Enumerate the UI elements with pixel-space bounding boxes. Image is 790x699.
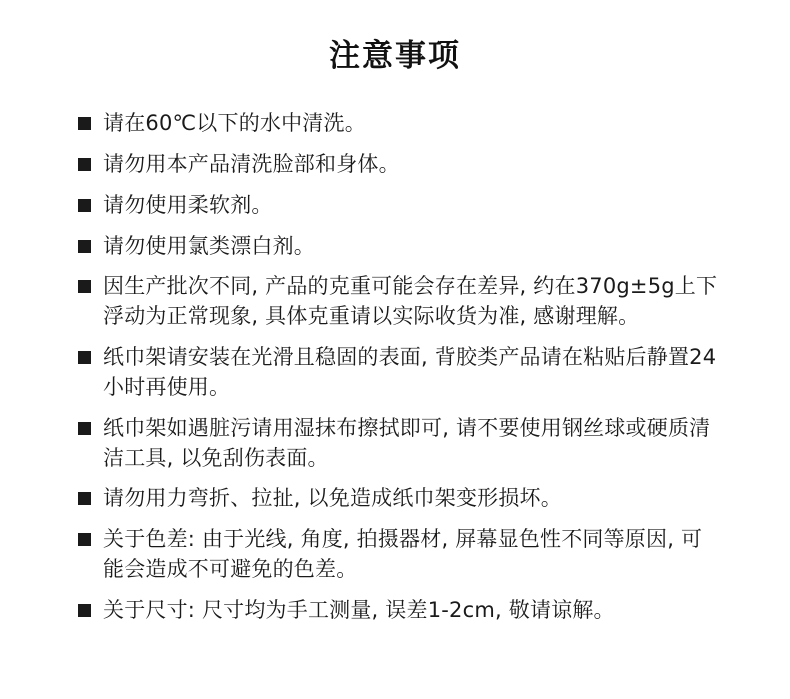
note-text: 请勿用力弯折、拉扯, 以免造成纸巾架变形损坏。	[103, 486, 562, 511]
notice-list	[56, 109, 734, 625]
list-item	[78, 109, 720, 139]
note-text: 请勿使用柔软剂。	[103, 192, 273, 217]
square-bullet-icon	[78, 117, 91, 130]
note-text: 请勿使用氯类漂白剂。	[103, 233, 315, 258]
square-bullet-icon	[78, 280, 91, 293]
square-bullet-icon	[78, 240, 91, 253]
square-bullet-icon	[78, 422, 91, 435]
note-text: 纸巾架请安装在光滑且稳固的表面, 背胶类产品请在粘贴后静置24小时再使用。	[103, 345, 717, 399]
square-bullet-icon	[78, 199, 91, 212]
square-bullet-icon	[78, 604, 91, 617]
note-text: 关于色差: 由于光线, 角度, 拍摄器材, 屏幕显色性不同等原因, 可能会造成不可避免的色差。	[103, 527, 703, 581]
list-item	[78, 596, 720, 626]
note-text: 请在60℃以下的水中清洗。	[103, 111, 366, 136]
note-text: 纸巾架如遇脏污请用湿抹布擦拭即可, 请不要使用钢丝球或硬质清洁工具, 以免刮伤表面。	[103, 415, 711, 470]
note-text: 因生产批次不同, 产品的克重可能会存在差异, 约在370g±5g上下浮动为正常现象, 具体克重请以实际收货为准, 感谢理解。	[103, 274, 718, 329]
list-item	[78, 191, 720, 221]
list-item	[78, 150, 720, 180]
square-bullet-icon	[78, 351, 91, 364]
list-item	[78, 484, 720, 514]
list-item	[78, 343, 720, 403]
square-bullet-icon	[78, 533, 91, 546]
square-bullet-icon	[78, 158, 91, 171]
note-text: 请勿用本产品清洗脸部和身体。	[103, 152, 400, 176]
list-item	[78, 272, 720, 332]
list-item	[78, 414, 720, 474]
page-title: 注意事项	[329, 38, 461, 74]
square-bullet-icon	[78, 492, 91, 505]
note-text: 关于尺寸: 尺寸均为手工测量, 误差1-2cm, 敬请谅解。	[103, 597, 615, 622]
list-item	[78, 525, 720, 585]
list-item	[78, 232, 720, 262]
